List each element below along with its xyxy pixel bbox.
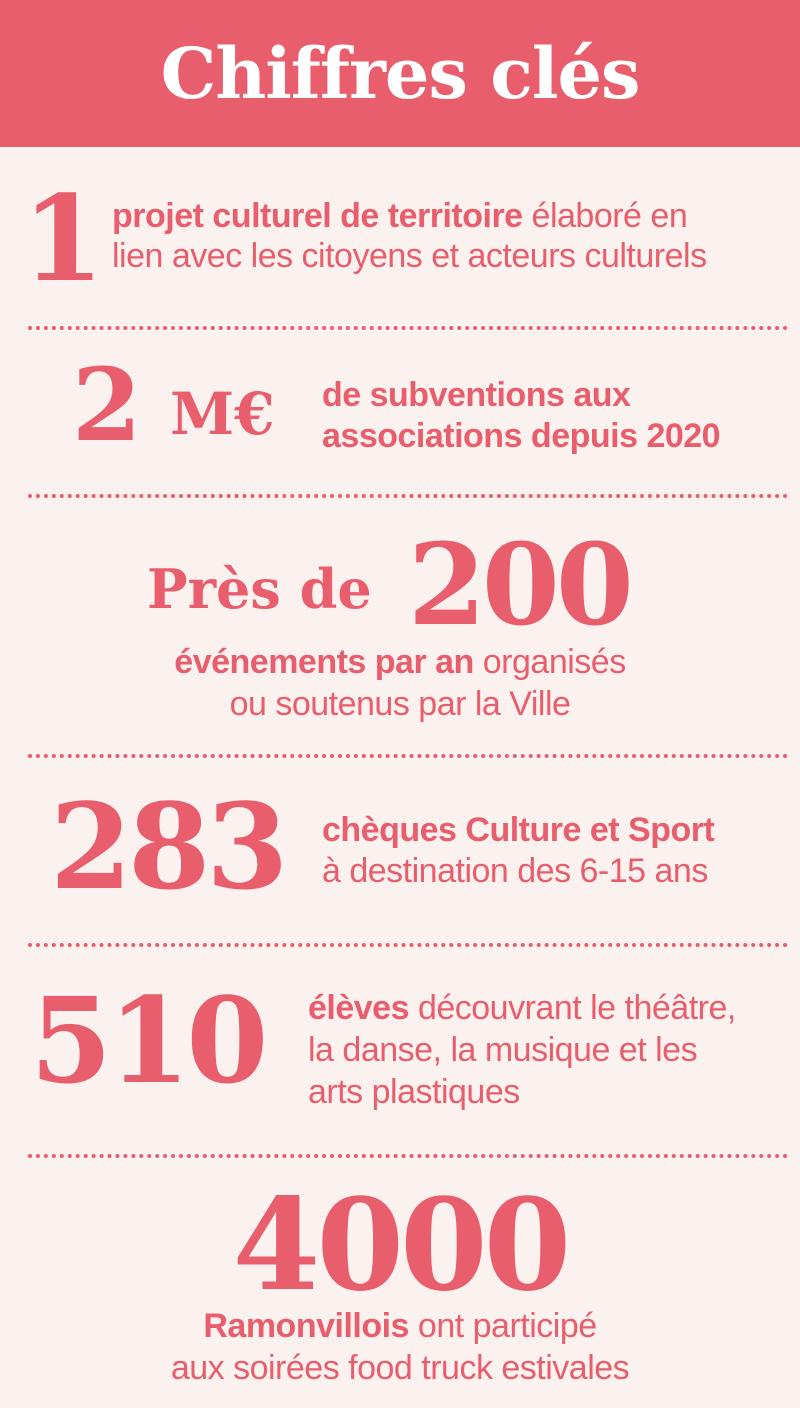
stat-5-line-1 xyxy=(308,988,736,1028)
stat-6-line-2: aux soirées food truck estivales xyxy=(170,1349,630,1387)
stat-3-rest-text: organisés xyxy=(473,643,626,681)
stat-3-line-2: ou soutenus par la Ville xyxy=(229,685,571,723)
dotted-separator xyxy=(28,1154,788,1158)
stat-2-number: 2 xyxy=(72,346,138,464)
dotted-separator xyxy=(28,943,788,947)
stat-2-unit: M€ xyxy=(170,380,275,448)
stat-5-line-3: arts plastiques xyxy=(308,1073,520,1111)
stat-1-rest-text: élaboré en xyxy=(522,197,688,235)
stat-6-line-1 xyxy=(0,1306,800,1346)
stat-1-line-1 xyxy=(112,196,687,236)
stat-3-line-1 xyxy=(0,642,800,682)
stat-6-rest-text: ont participé xyxy=(408,1307,597,1345)
stat-2-line-1: de subventions aux xyxy=(322,376,631,414)
stat-6-number: 4000 xyxy=(232,1171,568,1319)
dotted-separator xyxy=(28,494,788,498)
stat-5-line-2: la danse, la musique et les xyxy=(308,1031,698,1069)
stat-3-prefix: Près de xyxy=(147,557,372,621)
stat-1-number: 1 xyxy=(22,169,101,308)
page-title: Chiffres clés xyxy=(160,32,640,115)
stat-2-line-2: associations depuis 2020 xyxy=(322,417,721,455)
dotted-separator xyxy=(28,326,788,330)
stat-6-bold-text: Ramonvillois xyxy=(203,1307,409,1345)
stat-5-rest-text: découvrant le théâtre, xyxy=(409,989,736,1027)
stat-4-number: 283 xyxy=(50,777,285,916)
stat-3-bold-text: événements par an xyxy=(174,643,474,681)
stat-5-number: 510 xyxy=(30,971,265,1110)
stat-1-bold-text: projet culturel de territoire xyxy=(112,197,523,235)
stat-4-line-2: à destination des 6-15 ans xyxy=(322,852,708,890)
dotted-separator xyxy=(28,754,788,758)
stat-1-line-2: lien avec les citoyens et acteurs culturels xyxy=(112,237,707,275)
header-banner xyxy=(0,0,800,147)
stat-5-bold-text: élèves xyxy=(308,989,409,1027)
stat-3-number: 200 xyxy=(408,520,630,651)
stat-4-line-1: chèques Culture et Sport xyxy=(322,811,715,849)
